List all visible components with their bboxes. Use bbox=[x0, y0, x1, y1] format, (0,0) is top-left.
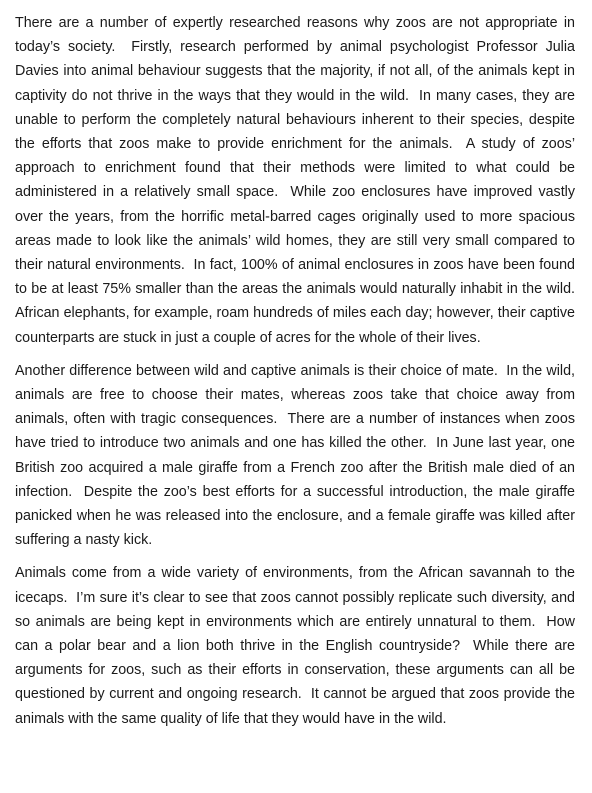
paragraph-variety-of-environments: Animals come from a wide variety of environments, from the African savannah to the icecaps. I’m sure it’s clear to see that zoos cannot possibly replicate such diversity, and so animals are being kept in environments which are entirely unnatural to them. How can a polar bear and a lion both thrive in the English countryside? While there are arguments for zoos, such as their efforts in conservation, these arguments can all be questioned by current and ongoing research. It cannot be argued that zoos provide the animals with the same quality of life that they would have in the wild. bbox=[15, 565, 579, 727]
document-body bbox=[15, 11, 583, 740]
paragraph-zoos-not-appropriate: There are a number of expertly researched reasons why zoos are not appropriate in today’s society. Firstly, research performed by animal psychologist Professor Julia Davies into animal behaviour suggests that the majority, if not all, of the animals kept in captivity do not thrive in the ways that they would in the wild. In many cases, they are unable to perform the completely natural behaviours inherent to their species, despite the efforts that zoos make to provide enrichment for the animals. A study of zoos’ approach to enrichment found that their methods were limited to what could be administered in a relatively small space. While zoo enclosures have improved vastly over the years, from the horrific metal-barred cages originally used to more spacious areas made to look like the animals’ wild homes, they are still very small compared to their natural environments. In fact, 100% of animal enclosures in zoos have been found to be at least 75% smaller than the areas the animals would naturally inhabit in the wild. African elephants, for example, roam hundreds of miles each day; however, their captive counterparts are stuck in just a couple of acres for the whole of their lives. bbox=[15, 15, 583, 346]
paragraph-choice-of-mate: Another difference between wild and captive animals is their choice of mate. In the wild, animals are free to choose their mates, whereas zoos take that choice away from animals, often with tragic consequences. There are a number of instances when zoos have tried to introduce two animals and one has killed the other. In June last year, one British zoo acquired a male giraffe from a French zoo after the British male died of an infection. Despite the zoo’s best efforts for a successful introduction, the male giraffe panicked when he was released into the enclosure, and a female giraffe was killed after suffering a nasty kick. bbox=[15, 362, 579, 549]
